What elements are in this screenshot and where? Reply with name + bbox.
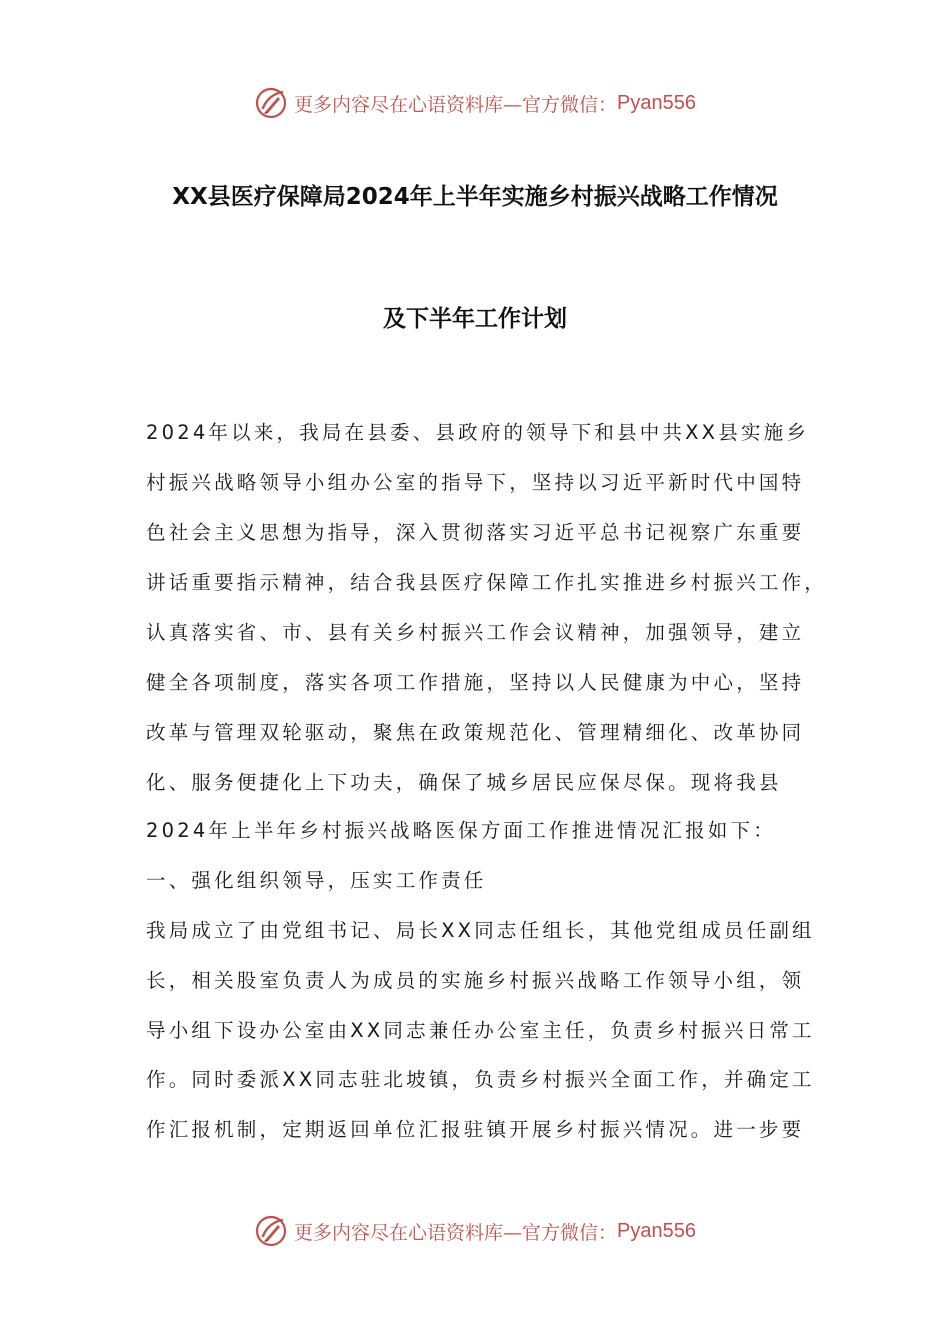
body-line: 村振兴战略领导小组办公室的指导下，坚持以习近平新时代中国特: [146, 471, 805, 494]
body-line: 色社会主义思想为指导，深入贯彻落实习近平总书记视察广东重要: [146, 521, 805, 544]
body-line: 长，相关股室负责人为成员的实施乡村振兴战略工作领导小组，领: [146, 969, 805, 992]
pen-logo-icon: [254, 86, 288, 120]
pen-logo-icon: [254, 1214, 288, 1248]
body-line: 2024年上半年乡村振兴战略医保方面工作推进情况汇报如下：: [146, 819, 776, 842]
body-line: 讲话重要指示精神，结合我县医疗保障工作扎实推进乡村振兴工作，: [146, 571, 828, 594]
body-line: 2024年以来，我局在县委、县政府的领导下和县中共XX县实施乡: [146, 421, 810, 444]
watermark-footer: [0, 1211, 950, 1251]
document-title-line-1: XX县医疗保障局2024年上半年实施乡村振兴战略工作情况: [172, 184, 778, 210]
watermark-header: [0, 83, 950, 123]
section-heading: 一、强化组织领导，压实工作责任: [146, 869, 487, 892]
body-line: 作。同时委派XX同志驻北坡镇，负责乡村振兴全面工作，并确定工: [146, 1068, 815, 1091]
body-line: 认真落实省、市、县有关乡村振兴工作会议精神，加强领导，建立: [146, 621, 805, 644]
watermark-text: 更多内容尽在心语资料库—官方微信：: [294, 1221, 618, 1244]
watermark-wechat-id: Pyan556: [617, 91, 696, 114]
body-line: 改革与管理双轮驱动，聚焦在政策规范化、管理精细化、改革协同: [146, 721, 805, 744]
body-line: 导小组下设办公室由XX同志兼任办公室主任，负责乡村振兴日常工: [146, 1019, 815, 1042]
body-line: 化、服务便捷化上下功夫，确保了城乡居民应保尽保。现将我县: [146, 771, 782, 794]
watermark-wechat-id: Pyan556: [617, 1219, 696, 1242]
body-line: 作汇报机制，定期返回单位汇报驻镇开展乡村振兴情况。进一步要: [146, 1118, 805, 1141]
document-title-line-2: 及下半年工作计划: [383, 306, 567, 332]
body-line: 健全各项制度，落实各项工作措施，坚持以人民健康为中心，坚持: [146, 671, 805, 694]
body-line: 我局成立了由党组书记、局长XX同志任组长，其他党组成员任副组: [146, 919, 815, 942]
watermark-text: 更多内容尽在心语资料库—官方微信：: [294, 93, 618, 116]
